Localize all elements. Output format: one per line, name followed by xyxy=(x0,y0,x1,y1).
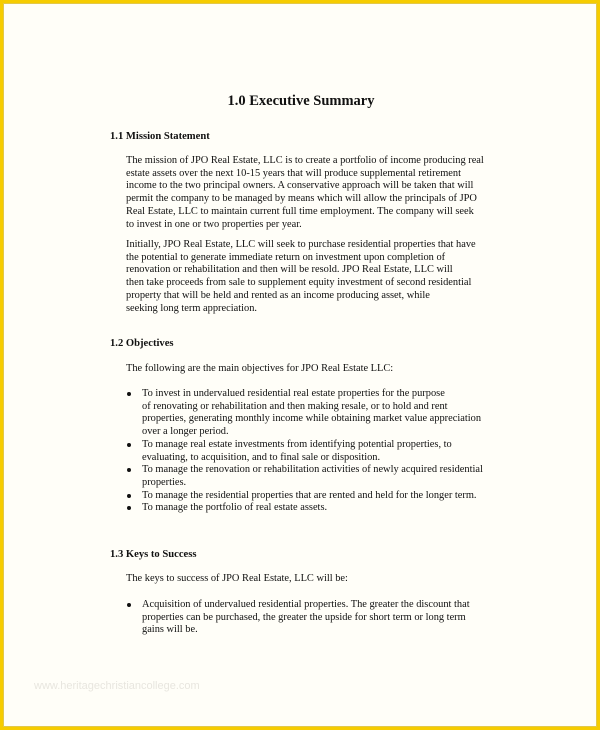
text-line: To manage the renovation or rehabilitation activities of newly acquired residential xyxy=(142,464,483,476)
section-heading-keys-to-success: 1.3 Keys to Success xyxy=(110,549,197,560)
bullet-icon xyxy=(127,392,131,396)
list-item xyxy=(126,464,506,489)
text-line: evaluating, to acquisition, and to final sale or disposition. xyxy=(142,451,381,463)
text-line: To manage the residential properties that are rented and held for the longer term. xyxy=(142,489,477,501)
keys-list xyxy=(126,599,506,637)
text-line: of renovating or rehabilitation and then making resale, or to hold and rent xyxy=(142,400,448,412)
objectives-list xyxy=(126,388,506,515)
section-heading-mission: 1.1 Mission Statement xyxy=(110,131,210,142)
bullet-icon xyxy=(127,468,131,472)
document-page xyxy=(4,4,596,726)
bullet-icon xyxy=(127,506,131,510)
text-line: then take proceeds from sale to supplement equity investment of second residential xyxy=(126,277,472,289)
section-heading-objectives: 1.2 Objectives xyxy=(110,338,174,349)
text-line: The mission of JPO Real Estate, LLC is to create a portfolio of income producing real xyxy=(126,155,484,166)
text-line: over a longer period. xyxy=(142,426,229,438)
list-item xyxy=(126,388,506,439)
text-line: seeking long term appreciation. xyxy=(126,302,257,314)
text-line: permit the company to be managed by means which will allow the principals of JPO xyxy=(126,193,477,205)
text-line: gains will be. xyxy=(142,624,198,636)
text-line: properties. xyxy=(142,476,187,488)
bullet-icon xyxy=(127,494,131,498)
document-title: 1.0 Executive Summary xyxy=(227,93,375,109)
bullet-icon xyxy=(127,443,131,447)
objectives-intro xyxy=(126,363,498,376)
text-line: The following are the main objectives for JPO Real Estate LLC: xyxy=(126,363,394,374)
mission-paragraph-1 xyxy=(126,155,498,231)
mission-paragraph-2 xyxy=(126,239,498,315)
text-line: property that will be held and rented as an income producing asset, while xyxy=(126,289,430,301)
text-line: To invest in undervalued residential real estate properties for the purpose xyxy=(142,388,445,399)
text-line: properties, generating monthly income while obtaining market value appreciation xyxy=(142,413,482,425)
text-line: Acquisition of undervalued residential properties. The greater the discount that xyxy=(142,599,470,610)
text-line: to invest in one or two properties per year. xyxy=(126,218,302,230)
page-frame xyxy=(3,3,597,727)
text-line: Real Estate, LLC to maintain current full time employment. The company will seek xyxy=(126,205,474,217)
text-line: renovation or rehabilitation and then will be resold. JPO Real Estate, LLC will xyxy=(126,264,453,276)
list-item xyxy=(126,490,506,503)
bullet-icon xyxy=(127,603,131,607)
watermark-text: www.heritagechristiancollege.com xyxy=(34,680,200,692)
text-line: To manage real estate investments from identifying potential properties, to xyxy=(142,438,452,450)
text-line: income to the two principal owners. A conservative approach will be taken that will xyxy=(126,180,474,192)
text-line: Initially, JPO Real Estate, LLC will seek to purchase residential properties that have xyxy=(126,239,476,250)
text-line: the potential to generate immediate return on investment upon completion of xyxy=(126,251,446,263)
list-item xyxy=(126,439,506,464)
text-line: estate assets over the next 10-15 years that will produce supplemental retirement xyxy=(126,167,461,179)
text-line: properties can be purchased, the greater the upside for short term or long term xyxy=(142,611,466,623)
keys-intro xyxy=(126,573,498,586)
list-item xyxy=(126,502,506,515)
text-line: To manage the portfolio of real estate assets. xyxy=(142,502,328,514)
list-item xyxy=(126,599,506,637)
text-line: The keys to success of JPO Real Estate, LLC will be: xyxy=(126,573,348,584)
